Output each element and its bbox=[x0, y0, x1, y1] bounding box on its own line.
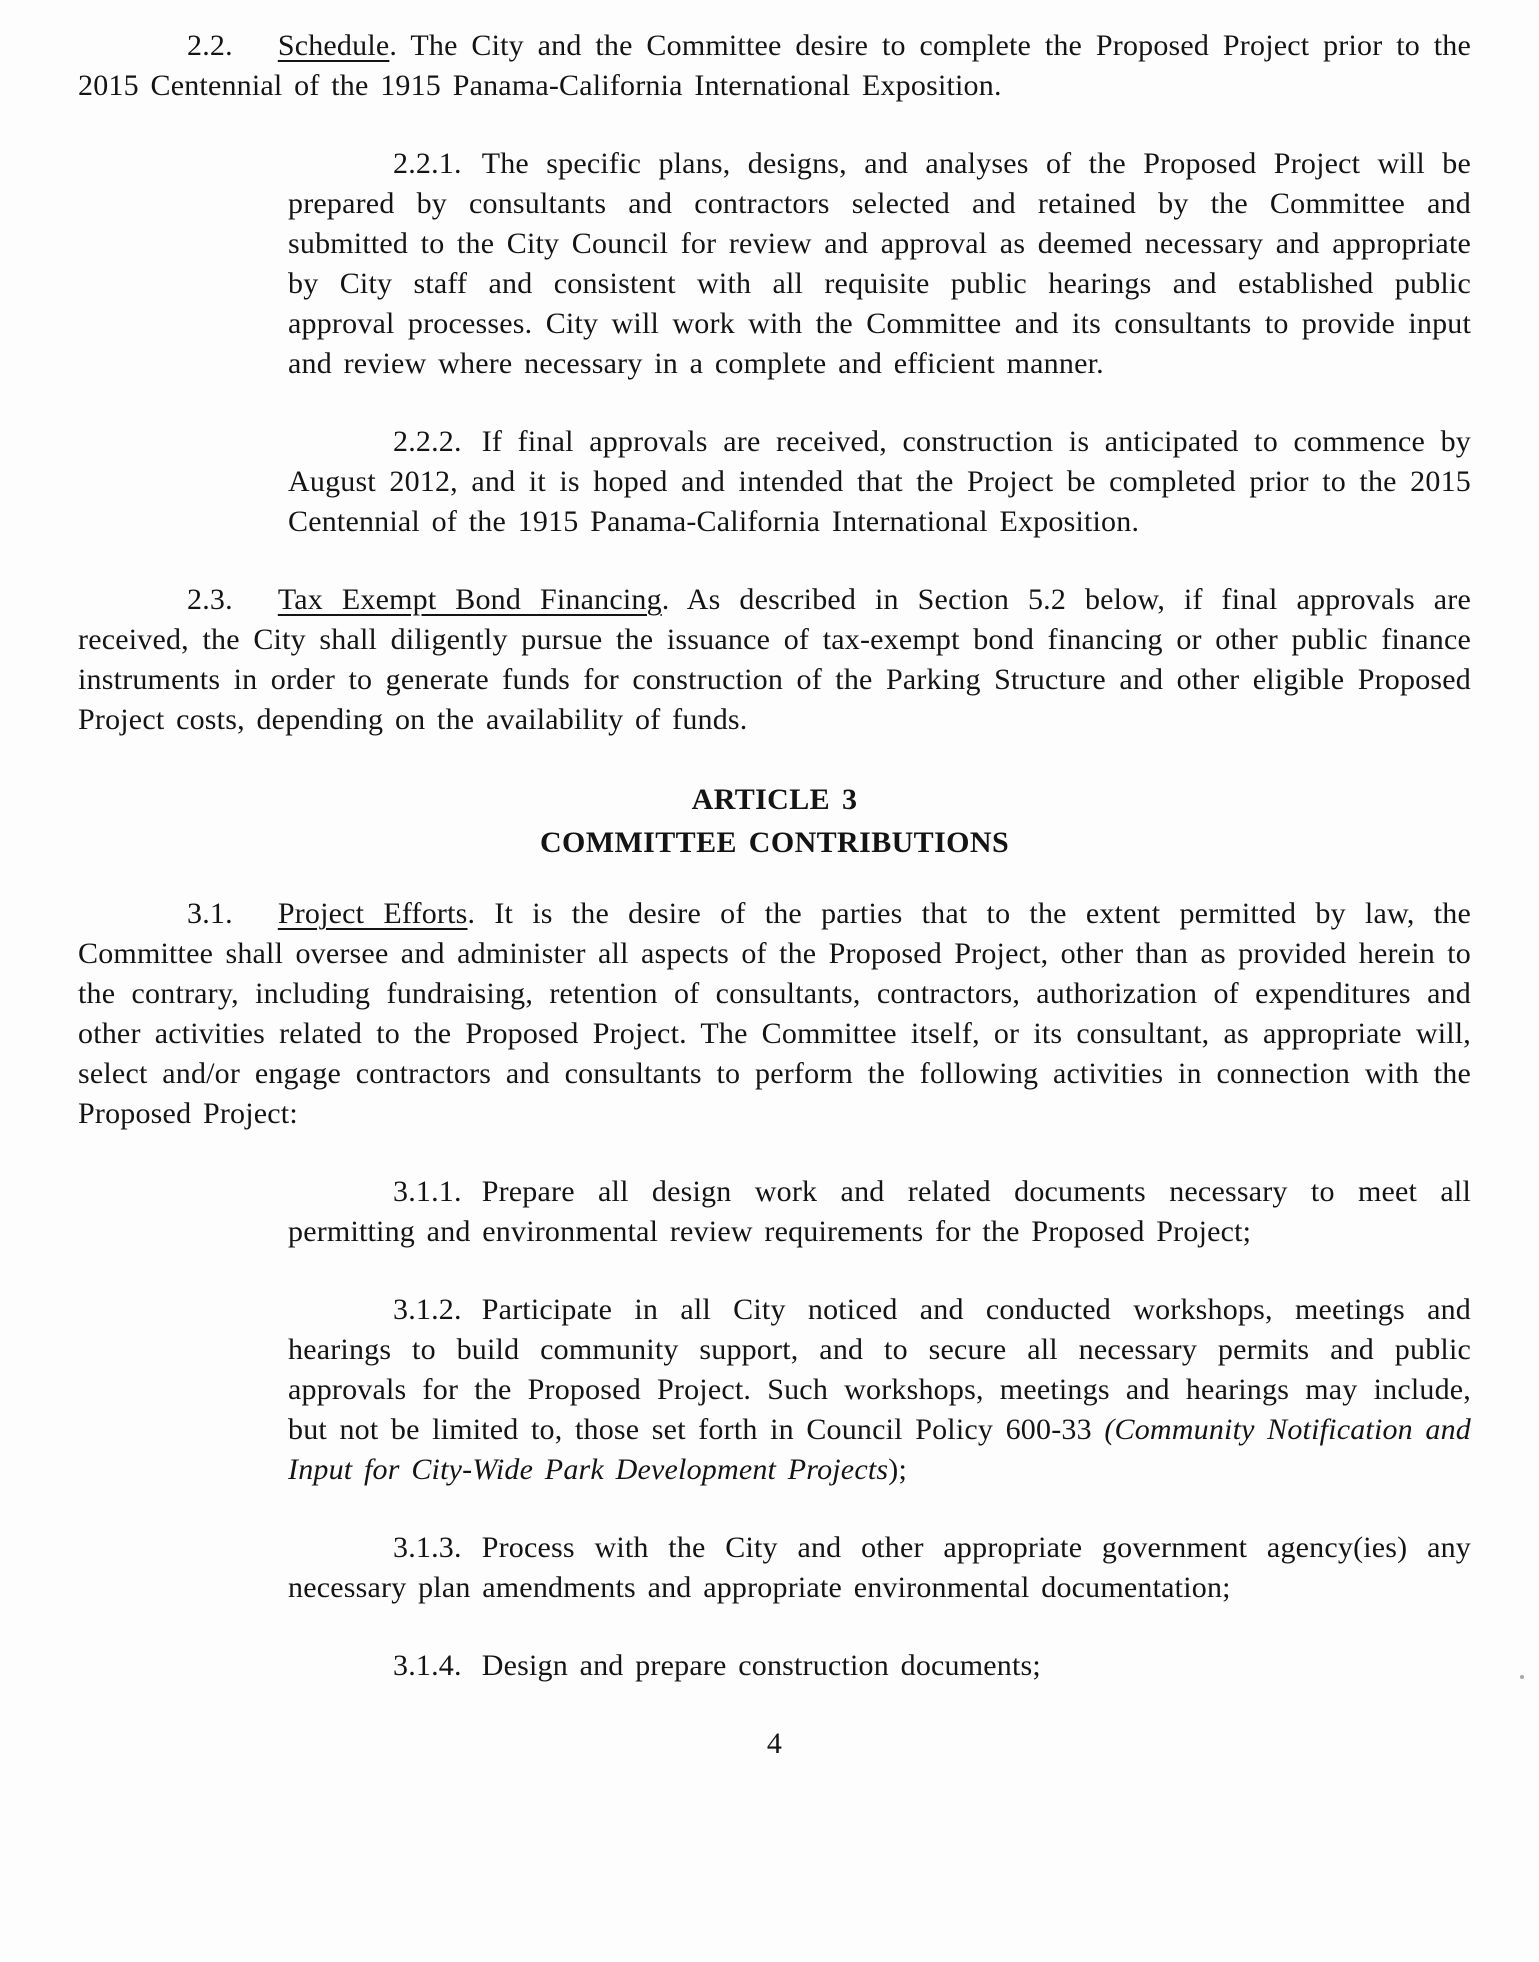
section-2-2-1-paragraph bbox=[288, 144, 1471, 384]
section-2-3-heading: Tax Exempt Bond Financing bbox=[277, 583, 662, 616]
section-3-1-2-number: 3.1.2. bbox=[393, 1293, 462, 1326]
section-2-2-2-body: If final approvals are received, construction is anticipated to commence by August 2012, and it is hoped and intended that the Project be completed prior to the 2015 Centennial of the 1915 Panama-California International Exposition. bbox=[288, 425, 1471, 538]
section-3-1-2-policy-title: (Community Notification and Input for City-Wide Park Development Projects bbox=[288, 1413, 1471, 1486]
section-3-1-3-number: 3.1.3. bbox=[393, 1531, 462, 1564]
section-3-1-2-paragraph bbox=[288, 1290, 1471, 1490]
scan-artifact-dot bbox=[1520, 1675, 1524, 1679]
section-2-3-number: 2.3. bbox=[187, 583, 233, 616]
section-3-1-number: 3.1. bbox=[187, 897, 233, 930]
section-3-1-heading: Project Efforts bbox=[277, 897, 468, 930]
article-3-title: ARTICLE 3 bbox=[691, 783, 858, 816]
section-2-2-number: 2.2. bbox=[187, 29, 233, 62]
section-3-1-1-paragraph bbox=[288, 1172, 1471, 1252]
section-2-2-1-number: 2.2.1. bbox=[393, 147, 462, 180]
section-2-2-paragraph bbox=[78, 26, 1471, 106]
section-3-1-4-number: 3.1.4. bbox=[393, 1649, 462, 1682]
section-3-1-2-body-end: ); bbox=[888, 1453, 907, 1486]
section-3-1-3-body: Process with the City and other appropriate government agency(ies) any necessary plan amendments and appropriate environmental documentation; bbox=[288, 1531, 1471, 1604]
section-2-2-2-paragraph bbox=[288, 422, 1471, 542]
page-number: 4 bbox=[766, 1727, 783, 1760]
section-3-1-4-paragraph bbox=[288, 1646, 1471, 1686]
section-3-1-4-body: Design and prepare construction documents; bbox=[481, 1649, 1041, 1682]
section-3-1-body: . It is the desire of the parties that to the extent permitted by law, the Committee shall oversee and administer all aspects of the Proposed Project, other than as provided herein to the contrary, including fundraising, retention of consultants, contractors, authorization of expenditures and other activities related to the Proposed Project. The Committee itself, or its consultant, as appropriate will, select and/or engage contractors and consultants to perform the following activities in connection with the Proposed Project: bbox=[78, 897, 1471, 1130]
section-3-1-1-number: 3.1.1. bbox=[393, 1175, 462, 1208]
section-2-2-2-number: 2.2.2. bbox=[393, 425, 462, 458]
section-2-3-body: . As described in Section 5.2 below, if final approvals are received, the City shall diligently pursue the issuance of tax-exempt bond financing or other public finance instruments in order to generate funds for construction of the Parking Structure and other eligible Proposed Project costs, depending on the availability of funds. bbox=[78, 583, 1471, 736]
article-3-subtitle: COMMITTEE CONTRIBUTIONS bbox=[539, 826, 1010, 859]
section-2-2-heading: Schedule bbox=[277, 29, 390, 62]
section-2-3-paragraph bbox=[78, 580, 1471, 740]
section-3-1-paragraph bbox=[78, 894, 1471, 1134]
section-3-1-2-body-start: Participate in all City noticed and conducted workshops, meetings and hearings to build community support, and to secure all necessary permits and public approvals for the Proposed Project. Such workshops, meetings and hearings may include, but not be limited to, those set forth in Council Policy 600-33 bbox=[288, 1293, 1471, 1446]
section-2-2-body: . The City and the Committee desire to complete the Proposed Project prior to the 2015 Centennial of the 1915 Panama-California International Exposition. bbox=[78, 29, 1471, 102]
section-3-1-1-body: Prepare all design work and related documents necessary to meet all permitting and environmental review requirements for the Proposed Project; bbox=[288, 1175, 1471, 1248]
article-3-heading bbox=[78, 778, 1471, 864]
section-3-1-3-paragraph bbox=[288, 1528, 1471, 1608]
section-2-2-1-body: The specific plans, designs, and analyses of the Proposed Project will be prepared by consultants and contractors selected and retained by the Committee and submitted to the City Council for review and approval as deemed necessary and appropriate by City staff and consistent with all requisite public hearings and established public approval processes. City will work with the Committee and its consultants to provide input and review where necessary in a complete and efficient manner. bbox=[288, 147, 1471, 380]
